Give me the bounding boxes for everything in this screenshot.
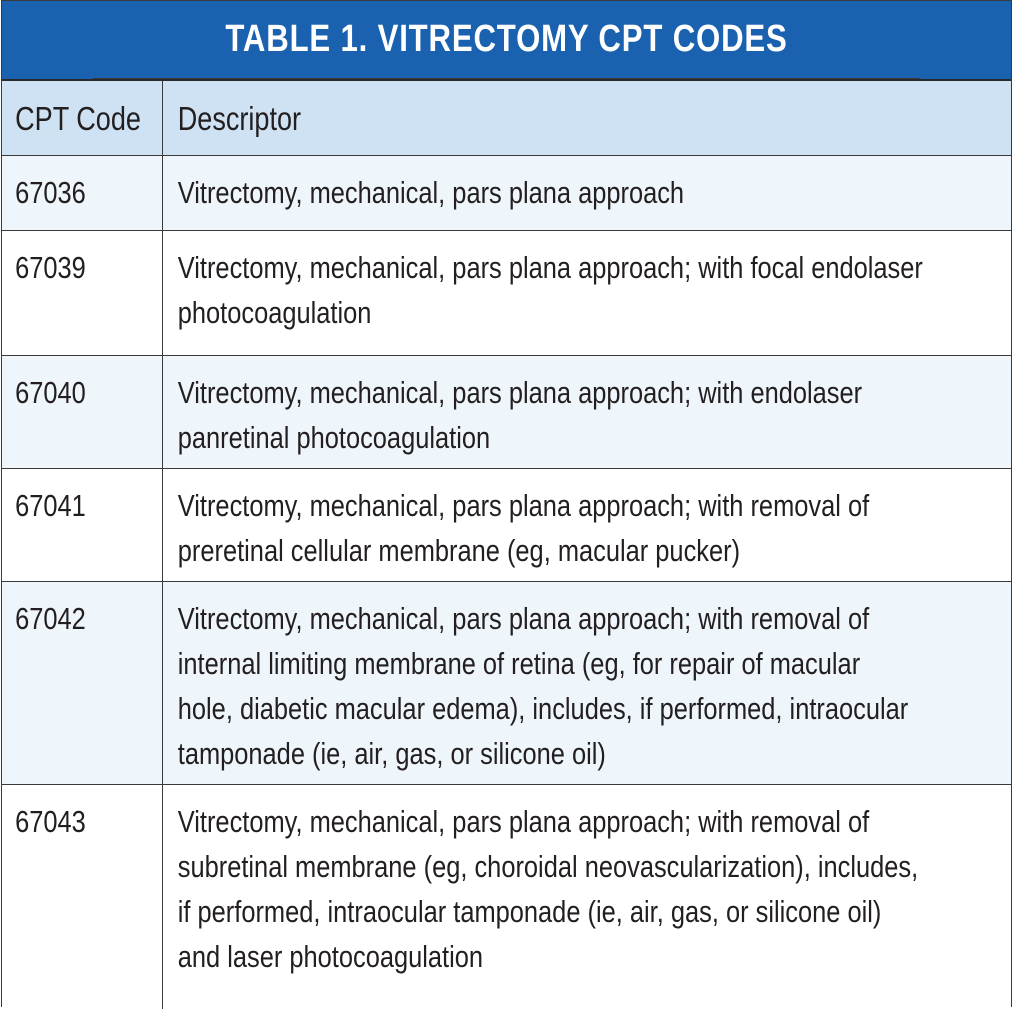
- descriptor-line: panretinal photocoagulation: [177, 420, 490, 455]
- column-header-cpt-code: CPT Code: [2, 81, 162, 156]
- cpt-code-cell: 67041: [2, 469, 162, 582]
- cpt-code-cell: 67040: [2, 356, 162, 469]
- descriptor-line: Vitrectomy, mechanical, pars plana approach; with removal of: [177, 488, 869, 523]
- cpt-codes-table: [1, 0, 1012, 1007]
- table-row: [2, 582, 1011, 785]
- descriptor-line: if performed, intraocular tamponade (ie, air, gas, or silicone oil): [177, 894, 881, 929]
- table-row: [2, 356, 1011, 469]
- descriptor-line: hole, diabetic macular edema), includes, if performed, intraocular: [177, 691, 908, 726]
- descriptor-line: tamponade (ie, air, gas, or silicone oil): [177, 736, 606, 771]
- cpt-code-cell: 67036: [2, 156, 162, 231]
- descriptor-line: subretinal membrane (eg, choroidal neovascularization), includes,: [177, 849, 918, 884]
- descriptor-cell: [162, 582, 1011, 785]
- descriptor-line: Vitrectomy, mechanical, pars plana approach; with removal of: [177, 601, 869, 636]
- table-header-row: [2, 81, 1011, 156]
- table-title-bar: [2, 1, 1011, 81]
- table-row: [2, 785, 1011, 1009]
- descriptor-line: Vitrectomy, mechanical, pars plana approach; with removal of: [177, 804, 869, 839]
- descriptor-cell: [162, 156, 1011, 231]
- descriptor-cell: [162, 356, 1011, 469]
- descriptor-line: internal limiting membrane of retina (eg, for repair of macular: [177, 646, 860, 681]
- descriptor-line: Vitrectomy, mechanical, pars plana approach; with focal endolaser: [177, 250, 923, 285]
- descriptor-cell: [162, 785, 1011, 1009]
- descriptor-line: and laser photocoagulation: [177, 939, 483, 974]
- table-row: [2, 231, 1011, 356]
- descriptor-line: photocoagulation: [177, 295, 371, 330]
- descriptor-line: Vitrectomy, mechanical, pars plana approach; with endolaser: [177, 375, 862, 410]
- cpt-code-cell: 67042: [2, 582, 162, 785]
- descriptor-cell: [162, 469, 1011, 582]
- descriptor-line: preretinal cellular membrane (eg, macular pucker): [177, 533, 740, 568]
- table-row: [2, 469, 1011, 582]
- descriptor-cell: [162, 231, 1011, 356]
- descriptor-line: Vitrectomy, mechanical, pars plana approach: [177, 175, 684, 210]
- table-title: TABLE 1. VITRECTOMY CPT CODES: [93, 1, 920, 79]
- column-header-descriptor: Descriptor: [162, 81, 1011, 156]
- cpt-code-cell: 67043: [2, 785, 162, 1009]
- cpt-code-cell: 67039: [2, 231, 162, 356]
- table-row: [2, 156, 1011, 231]
- cpt-table-grid: [2, 81, 1011, 1009]
